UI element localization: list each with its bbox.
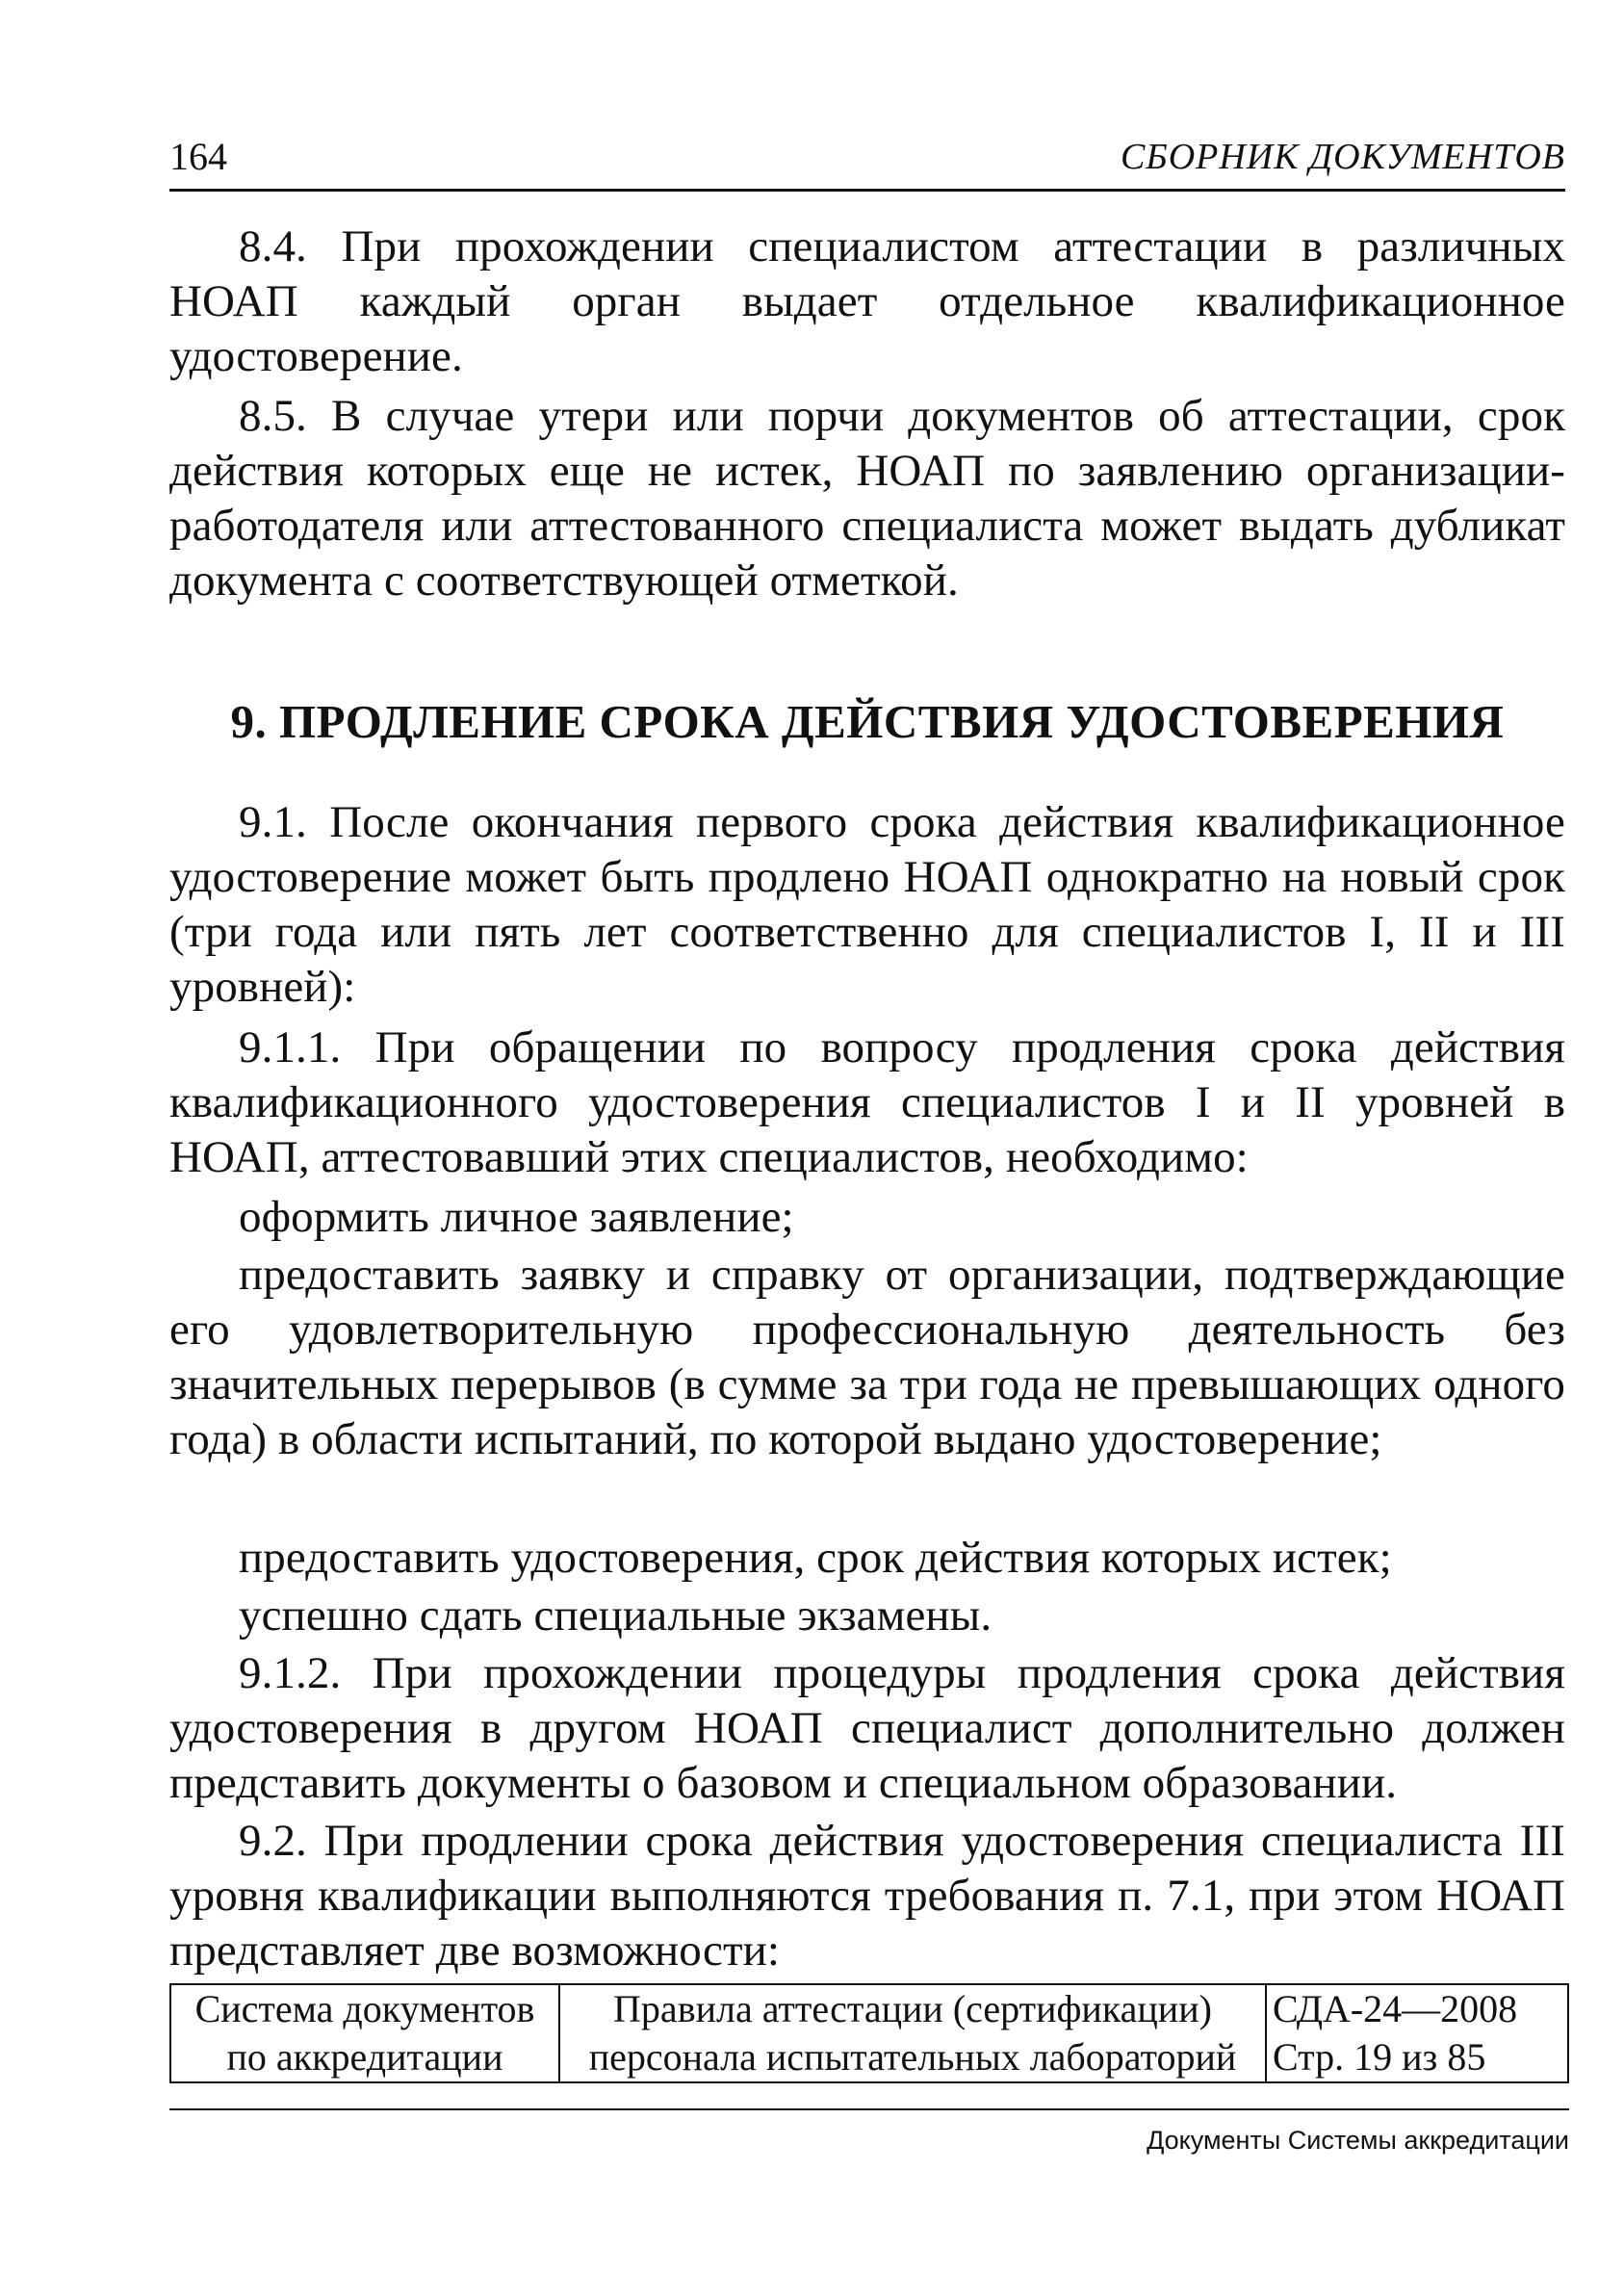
table-row [170,1984,1568,2082]
paragraph-9-1-2: 9.1.2. При прохождении процедуры продления срока действия удостоверения в другом НОАП специалист дополнительно должен представить документы о базовом и специальном образовании. [169,1648,1565,1808]
footer-title-line-2: персонала испытательных лабораторий [588,2035,1237,2079]
running-header [169,133,1565,192]
paragraph-8-5: 8.5. В случае утери или порчи документов об аттестации, срок действия которых еще не истек, НОАП по заявлению организации-работодателя или аттестованного специалиста может выдать дубликат документа с соответствующей отметкой. [169,391,1565,606]
footer-divider [169,2108,1569,2110]
list-item-personal-application: оформить личное заявление; [239,1192,794,1242]
footer-cell-title [559,1984,1266,2082]
section-heading: 9. ПРОДЛЕНИЕ СРОКА ДЕЙСТВИЯ УДОСТОВЕРЕНИЯ [230,695,1505,748]
list-item-expired-certificates: предоставить удостоверения, срок действия которых истек; [239,1533,1392,1583]
paragraph-8-4: 8.4. При прохождении специалистом аттестации в различных НОАП каждый орган выдает отдельное квалификационное удостоверение. [169,221,1565,381]
footer-cell-system [170,1984,559,2082]
footer-page-count: Стр. 19 из 85 [1273,2035,1486,2079]
footer-note: Документы Системы аккредитации [1147,2126,1569,2155]
paragraph-9-1-1: 9.1.1. При обращении по вопросу продления срока действия квалификационного удостоверения специалистов I и II уровней в НОАП, аттестовавший этих специалистов, необходимо: [169,1022,1565,1182]
page-number: 164 [169,135,227,178]
footer-system-line-2: по аккредитации [226,2035,503,2079]
footer-title-line-1: Правила аттестации (сертификации) [613,1987,1212,2030]
paragraph-9-1: 9.1. После окончания первого срока действия квалификационное удостоверение может быть продлено НОАП однократно на новый срок (три года или пять лет соответственно для специалистов I, II и III уровней): [169,797,1565,1012]
paragraph-9-2: 9.2. При продлении срока действия удостоверения специалиста III уровня квалификации выполняются требования п. 7.1, при этом НОАП представляет две возможности: [169,1816,1565,1976]
list-item-request-and-certificate: предоставить заявку и справку от организации, подтверждающие его удовлетворительную профессиональную деятельность без значительных перерывов (в сумме за три года не превышающих одного года) в области испытаний, по которой выдано удостоверение; [169,1250,1565,1464]
collection-title: СБОРНИК ДОКУМЕНТОВ [1120,137,1565,177]
document-footer-table [169,1983,1569,2083]
footer-code: СДА-24—2008 [1273,1987,1518,2030]
list-item-special-exams: успешно сдать специальные экзамены. [239,1590,992,1641]
footer-system-line-1: Система документов [194,1987,535,2030]
footer-cell-code [1266,1984,1568,2082]
